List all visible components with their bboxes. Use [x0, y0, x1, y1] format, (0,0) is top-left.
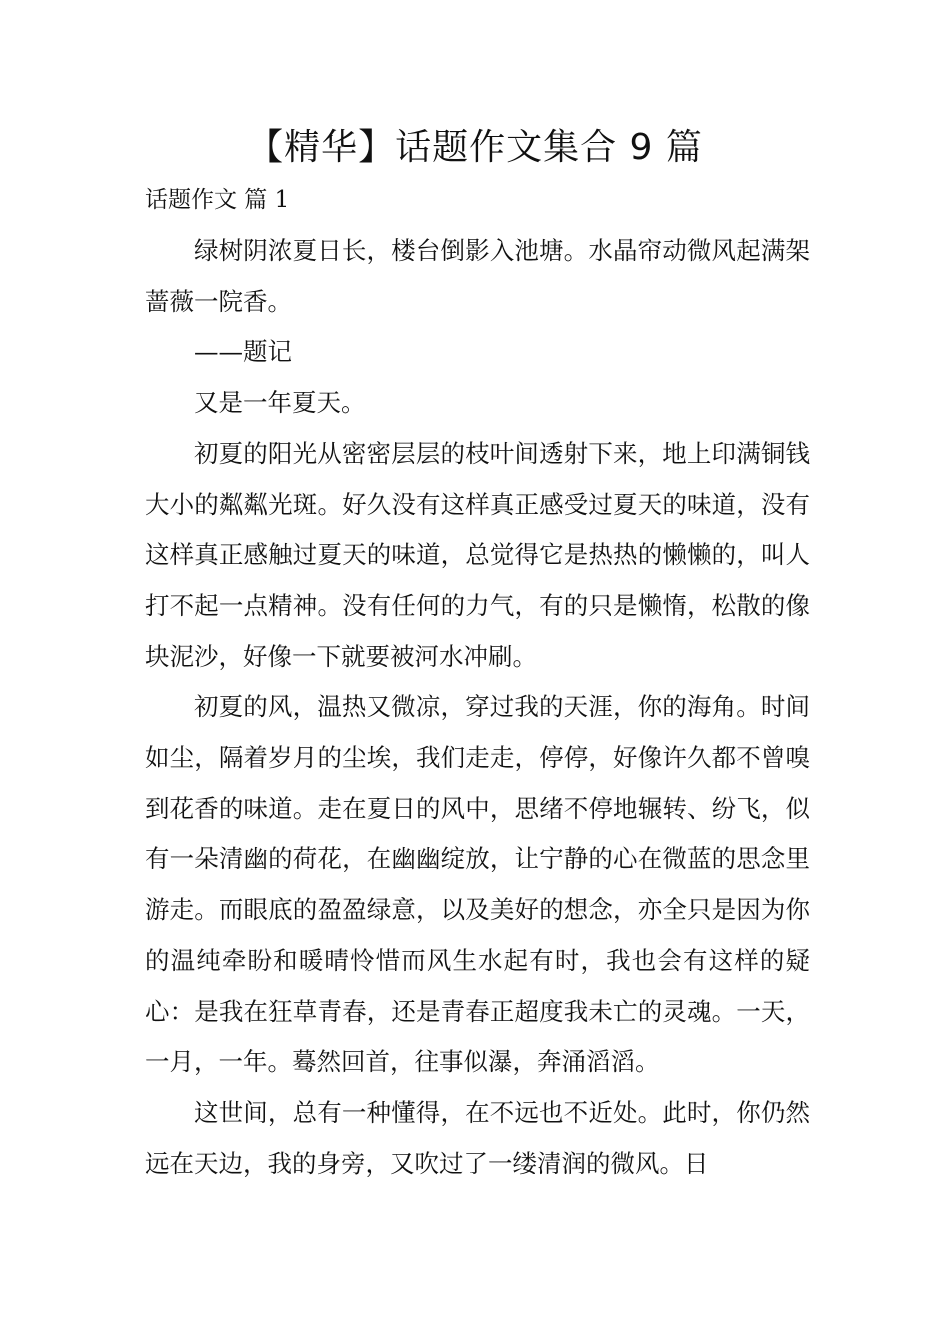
paragraph: 初夏的风，温热又微凉，穿过我的天涯，你的海角。时间如尘，隔着岁月的尘埃，我们走走，停停，好像许久都不曾嗅到花香的味道。走在夏日的风中，思绪不停地辗转、纷飞，似有一朵清幽的荷花，在幽幽绽放，让宁静的心在微蓝的思念里游走。而眼底的盈盈绿意，以及美好的想念，亦全只是因为你的温纯牵盼和暖晴怜惜而风生水起有时，我也会有这样的疑心：是我在狂草青春，还是青春正超度我未亡的灵魂。一天，一月，一年。蓦然回首，往事似瀑，奔涌滔滔。	[145, 692, 810, 1077]
document-title: 【精华】话题作文集合 9 篇	[247, 127, 703, 168]
paragraph: 这世间，总有一种懂得，在不远也不近处。此时，你仍然远在天边，我的身旁，又吹过了一缕清润的微风。日	[145, 1097, 810, 1178]
paragraph-epigraph-poem: 绿树阴浓夏日长，楼台倒影入池塘。水晶帘动微风起满架蔷薇一院香。	[145, 236, 810, 316]
section-heading: 话题作文 篇 1	[145, 187, 290, 213]
paragraph: 初夏的阳光从密密层层的枝叶间透射下来，地上印满铜钱大小的粼粼光斑。好久没有这样真正感受过夏天的味道，没有这样真正感触过夏天的味道，总觉得它是热热的懒懒的，叫人打不起一点精神。没有任何的力气，有的只是懒惰，松散的像块泥沙，好像一下就要被河水冲刷。	[145, 438, 810, 671]
body-text	[145, 226, 810, 1189]
paragraph: 又是一年夏天。	[194, 388, 366, 418]
paragraph-epigraph-note: ——题记	[194, 337, 292, 367]
